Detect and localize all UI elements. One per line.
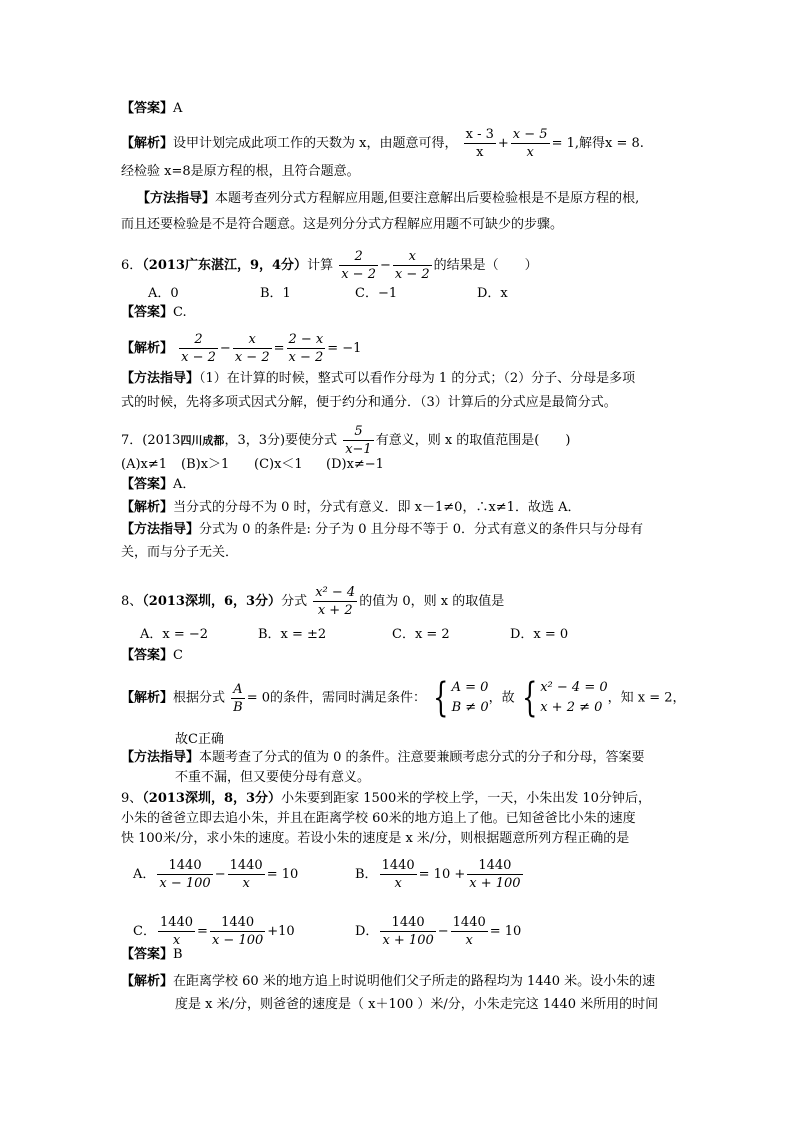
q9-stem-3: 快 100米/分，求小朱的速度。若设小朱的速度是 x 米/分，则根据题意所列方程正确的是 (121, 831, 630, 846)
fraction: $\frac{1440}{x + 100}$ (469, 858, 521, 891)
option-c: C．−1 (355, 286, 398, 301)
fraction: $\frac{x}{x - 2}$ (394, 249, 430, 282)
q5-method: 【方法指导】本题考查列分式方程解应用题,但要注意解出后要检验根是不是原方程的根, (137, 191, 640, 206)
option-b: B．x = ±2 (258, 627, 327, 642)
analysis-tag: 【解析】 (121, 341, 174, 356)
q9-analysis-cont: 度是 x 米/分，则爸爸的速度是（ x＋100 ）米/分，小朱走完这 1440 米所用的时间 (175, 997, 659, 1012)
option-a: A．0 (148, 286, 179, 301)
q9-stem-2: 小朱的爸爸立即去追小朱，并且在距离学校 60米的地方追上了他。已知爸爸比小朱的速度 (121, 811, 636, 826)
condition-system: A = 0 B ≠ 0 (451, 680, 489, 715)
fraction: $\frac{1440}{x}$ (159, 915, 194, 948)
analysis-result: = 1,解得x = 8. (551, 136, 644, 151)
fraction: $\frac{5}{x-1}$ (345, 424, 372, 457)
fraction: $\frac{x - 5}{x}$ (512, 127, 548, 160)
question-source: （2013深圳，8，3分） (142, 791, 282, 806)
q9-analysis: 【解析】在距离学校 60 米的地方追上时说明他们父子所走的路程均为 1440 米。设小朱的速 (121, 974, 656, 989)
question-source: （2013深圳，6，3分） (142, 594, 282, 609)
option-b: B．1 (260, 286, 291, 301)
q5-method-cont: 而且还要检验是不是符合题意。这是列分分式方程解应用题不可缺少的步骤。 (121, 217, 564, 232)
q9-option-b: B． $\frac{1440}{x}$ = 10 + $\frac{1440}{x + 100}$ (355, 858, 521, 891)
q7-stem: 7．(2013四川成都，3，3分)要使分式 $\frac{5}{x-1}$ 有意义，则 x 的取值范围是( ) (121, 424, 571, 457)
fraction: $\frac{A}{B}$ (233, 681, 243, 715)
fraction: $\frac{1440}{x}$ (452, 915, 486, 948)
q7-analysis: 【解析】当分式的分母不为 0 时，分式有意义．即 x－1≠0，∴x≠1．故选 A． (121, 500, 581, 515)
q9-option-a: A． $\frac{1440}{x - 100}$ − $\frac{1440}{x}$ = 10 (133, 858, 299, 891)
fraction: $\frac{x}{x - 2}$ (234, 332, 270, 365)
analysis-tag: 【解析】 (121, 690, 174, 706)
analysis-tag: 【解析】 (121, 500, 174, 515)
q7-method-cont: 关，而与分子无关． (121, 545, 239, 560)
analysis-tag: 【解析】 (121, 974, 174, 989)
answer-tag: 【答案】 (121, 101, 174, 116)
q8-answer: 【答案】C (121, 648, 183, 663)
answer-tag: 【答案】 (121, 477, 174, 492)
option-d: D．x (477, 286, 508, 301)
q8-conclusion: 故C正确 (175, 732, 224, 747)
q6-analysis: 【解析】 $\frac{2}{x - 2}$ − $\frac{x}{x - 2}$ = $\frac{2 - x}{x - 2}$ = −1 (121, 332, 362, 365)
fraction: $\frac{2 - x}{x - 2}$ (288, 332, 324, 365)
q6-stem: 6．（2013广东湛江，9，4分）计算 $\frac{2}{x - 2}$ − $\frac{x}{x - 2}$ 的结果是（ ） (121, 249, 538, 282)
q6-method-cont: 式的时候，先将多项式因式分解，便于约分和通分．（3）计算后的分式应是最简分式。 (121, 395, 617, 410)
q8-method-cont: 不重不漏，但又要使分母有意义。 (175, 770, 371, 785)
q5-analysis: 【解析】设甲计划完成此项工作的天数为 x，由题意可得， $\frac{x - 3}{x}$ + $\frac{x - 5}{x}$ = 1,解得x = 8. (121, 127, 644, 160)
method-tag: 【方法指导】 (121, 371, 200, 386)
answer-value: A (173, 101, 183, 116)
option-d: (D)x≠−1 (326, 457, 384, 472)
q8-analysis: 【解析】根据分式 $\frac{A}{B}$ = 0的条件，需同时满足条件： { A = 0 B ≠ 0 ，故 { x² − 4 = 0 x + 2 ≠ 0 ，知 x = 2， (121, 675, 686, 721)
left-brace: { (521, 675, 538, 721)
q9-stem: 9、（2013深圳，8，3分）小朱要到距家 1500米的学校上学，一天，小朱出发 10分钟后， (121, 791, 651, 806)
analysis-text: 设甲计划完成此项工作的天数为 x，由题意可得， (173, 136, 458, 151)
fraction: $\frac{1440}{x - 100}$ (159, 858, 211, 891)
left-brace: { (433, 675, 449, 721)
method-tag: 【方法指导】 (137, 191, 216, 206)
condition-system: x² − 4 = 0 x + 2 ≠ 0 (540, 680, 608, 715)
option-a: (A)x≠1 (121, 457, 168, 472)
q9-option-c: C． $\frac{1440}{x}$ = $\frac{1440}{x - 100}$ +10 (133, 915, 295, 948)
fraction: $\frac{1440}{x - 100}$ (211, 915, 264, 948)
method-tag: 【方法指导】 (121, 750, 200, 765)
fraction: $\frac{\text{x² − 4}}{x + 2}$ (315, 585, 356, 618)
question-source: （2013广东湛江，9，4分） (142, 258, 308, 273)
q8-options (140, 626, 568, 644)
q7-options (121, 456, 384, 474)
q6-answer: 【答案】C. (121, 305, 187, 320)
answer-tag: 【答案】 (121, 947, 174, 962)
q7-method: 【方法指导】分式为 0 的条件是: 分子为 0 且分母不等于 0．分式有意义的条件只与分母有 (121, 522, 644, 537)
q9-answer: 【答案】B (121, 947, 183, 962)
q6-method: 【方法指导】（1）在计算的时候，整式可以看作分母为 1 的分式；（2）分子、分母是多项 (121, 371, 636, 386)
analysis-tag: 【解析】 (121, 136, 174, 151)
option-c: C．x = 2 (392, 627, 450, 642)
q5-check: 经检验 x=8是原方程的根，且符合题意。 (121, 164, 360, 179)
question-source: 四川成都 (180, 434, 225, 447)
fraction: $\frac{2}{x - 2}$ (341, 249, 376, 282)
q6-options (148, 285, 508, 303)
fraction: $\frac{2}{x - 2}$ (181, 332, 216, 365)
q8-method: 【方法指导】本题考查了分式的值为 0 的条件。注意要兼顾考虑分式的分子和分母，答案要 (121, 750, 645, 765)
option-a: A．x = −2 (140, 627, 209, 642)
fraction: $\frac{1440}{x}$ (229, 858, 263, 891)
fraction: $\frac{1440}{x}$ (381, 858, 415, 891)
q5-answer (121, 100, 182, 118)
option-c: (C)x＜1 (254, 457, 303, 472)
q7-answer: 【答案】A． (121, 477, 196, 492)
q9-option-d: D． $\frac{1440}{x + 100}$ − $\frac{1440}{x}$ = 10 (355, 915, 522, 948)
fraction: $\frac{x - 3}{x}$ (465, 127, 494, 160)
fraction: $\frac{1440}{x + 100}$ (382, 915, 434, 948)
method-tag: 【方法指导】 (121, 522, 200, 537)
answer-tag: 【答案】 (121, 648, 174, 663)
option-b: (B)x＞1 (181, 457, 230, 472)
answer-tag: 【答案】 (121, 305, 174, 320)
option-d: D．x = 0 (510, 627, 569, 642)
q8-stem: 8、（2013深圳，6，3分）分式 $\frac{\text{x² − 4}}{x + 2}$ 的值为 0，则 x 的取值是 (121, 585, 505, 618)
